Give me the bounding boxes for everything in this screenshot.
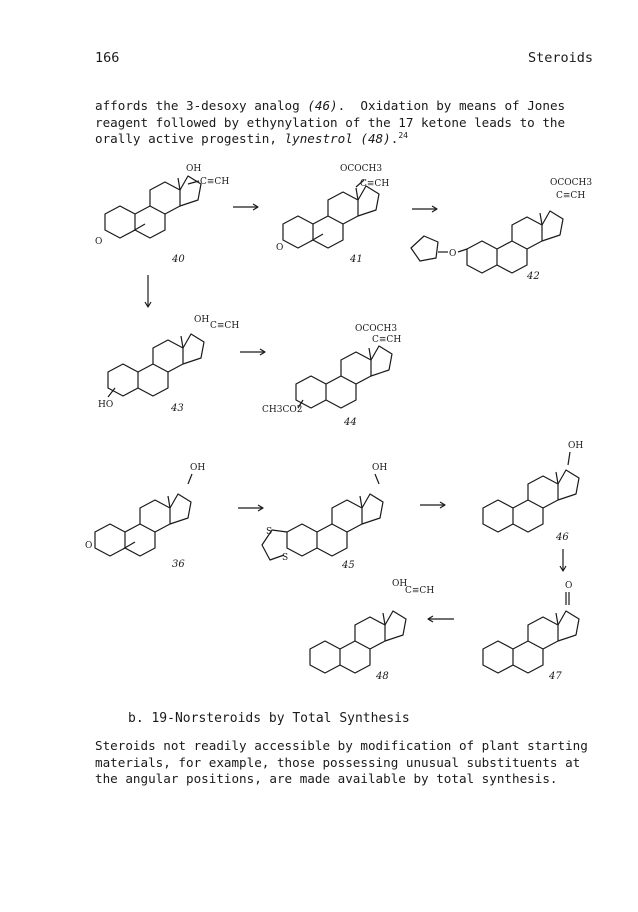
intro-line1: affords the 3-desoxy analog (46). Oxidation by means of Jones [95, 98, 566, 113]
compound-ref-46: (46) [307, 98, 338, 113]
compound-46 [483, 441, 583, 543]
svg-text:C≡CH: C≡CH [200, 177, 230, 187]
svg-text:36: 36 [172, 559, 185, 570]
svg-text:C≡CH: C≡CH [210, 321, 240, 331]
closing-line3: the angular positions, are made available by total synthesis. [95, 771, 558, 786]
arrow-45-46 [420, 502, 445, 508]
compound-44 [262, 324, 401, 428]
arrow-46-47 [560, 549, 566, 571]
svg-text:S: S [282, 553, 289, 563]
svg-text:CH3CO2: CH3CO2 [262, 405, 303, 415]
arrow-47-48 [428, 616, 454, 622]
compound-42 [411, 178, 592, 282]
intro-line2: reagent followed by ethynylation of the 17 ketone leads to the [95, 114, 566, 130]
svg-text:OH: OH [194, 315, 210, 325]
svg-text:40: 40 [172, 254, 185, 265]
svg-text:41: 41 [350, 254, 363, 265]
svg-text:46: 46 [556, 532, 569, 543]
svg-text:OH: OH [186, 164, 202, 174]
svg-text:47: 47 [549, 671, 562, 682]
section-heading: b. 19-Norsteroids by Total Synthesis [128, 711, 410, 726]
svg-text:OH: OH [372, 463, 388, 473]
svg-text:OCOCH3: OCOCH3 [355, 324, 398, 334]
svg-text:42: 42 [527, 271, 540, 282]
page-number: 166 [95, 50, 120, 66]
compound-36 [85, 463, 205, 570]
closing-paragraph [95, 738, 595, 788]
intro-line3: orally active progestin, lynestrol (48).$^{24}$ [95, 131, 408, 146]
svg-text:HO: HO [98, 400, 114, 410]
compound-ref-48: (48) [352, 131, 391, 146]
closing-line2: materials, for example, those possessing unusual substituents at [95, 754, 581, 770]
arrow-40-41 [233, 204, 258, 210]
svg-text:43: 43 [171, 403, 184, 414]
svg-text:O: O [565, 581, 573, 591]
svg-text:O: O [276, 243, 284, 253]
arrow-41-42 [412, 206, 437, 212]
compound-40 [95, 164, 229, 265]
svg-text:OH: OH [392, 579, 408, 589]
svg-text:OH: OH [190, 463, 206, 473]
svg-text:O: O [85, 541, 93, 551]
footnote-ref: 24 [398, 131, 408, 140]
compound-43 [98, 315, 239, 414]
compound-48 [310, 579, 434, 682]
svg-text:O: O [449, 249, 457, 259]
running-title: Steroids [527, 50, 593, 66]
svg-text:OCOCH3: OCOCH3 [550, 178, 593, 188]
arrow-36-45 [238, 505, 263, 511]
svg-text:C≡CH: C≡CH [372, 335, 402, 345]
compound-47 [483, 581, 579, 682]
svg-text:C≡CH: C≡CH [405, 586, 435, 596]
svg-text:OH: OH [568, 441, 584, 451]
arrow-43-44 [240, 349, 265, 355]
drug-name: lynestrol [284, 131, 353, 146]
svg-text:45: 45 [342, 560, 355, 571]
compound-41 [276, 164, 389, 265]
svg-text:48: 48 [376, 671, 389, 682]
svg-text:C≡CH: C≡CH [360, 179, 390, 189]
svg-text:44: 44 [344, 417, 357, 428]
closing-line1: Steroids not readily accessible by modification of plant starting [95, 738, 588, 753]
svg-text:C≡CH: C≡CH [556, 191, 586, 201]
arrow-40-43 [145, 275, 151, 307]
svg-text:O: O [95, 237, 103, 247]
svg-text:S: S [266, 527, 273, 537]
svg-text:OCOCH3: OCOCH3 [340, 164, 383, 174]
compound-45 [262, 463, 387, 571]
